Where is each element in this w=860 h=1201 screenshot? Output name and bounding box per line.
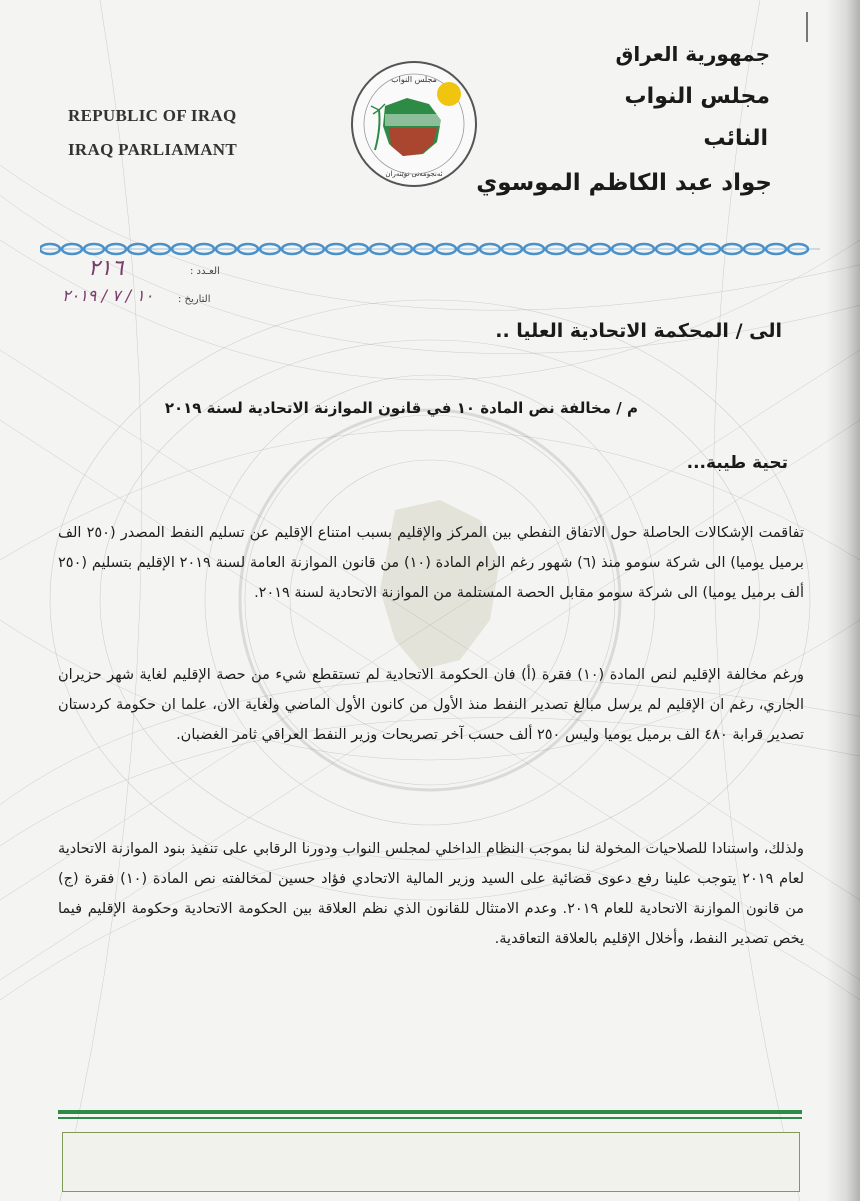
paragraph-2: ورغم مخالفة الإقليم لنص المادة (١٠) فقرة (أ) فان الحكومة الاتحادية لم تستقطع شيء من حصة الإقليم لغاية شهر حزيران الجاري، رغم ان الإقليم لم يرسل مبالغ تصدير النفط منذ الأول من كانون الأول الماضي ولغاية الان، علما ان حكومة كردستان تصدير قرابة ٤٨٠ الف برميل يوميا وليس ٢٥٠ ألف حسب آخر تصريحات وزير النفط العراقي ثامر الغضبان. xyxy=(58,667,804,743)
emblem-bottom-text: ئەنجومەنی نوێنەران xyxy=(385,170,443,178)
emblem-top-text: مجلس النواب xyxy=(391,75,437,84)
date-label: التاريخ : xyxy=(178,294,211,305)
chain-divider xyxy=(40,240,820,258)
greeting: تحية طيبة... xyxy=(686,453,788,473)
paragraph-3: ولذلك، واستنادا للصلاحيات المخولة لنا بموجب النظام الداخلي لمجلس النواب ودورنا الرقابي على تنفيذ بنود الموازنة الاتحادية لعام ٢٠١٩ يتوجب علينا رفع دعوى قضائية على السيد وزير المالية الاتحادي فؤاد حسين لمخالفته نص المادة (١٠) فقرة (ج) من قانون الموازنة الاتحادية للعام ٢٠١٩. وعدم الامتثال للقانون الذي نظم العلاقة بين الحكومة الاتحادية وحكومة الإقليم فيما يخص تصدير النفط، وأخلال الإقليم بالعلاقة التعاقدية. xyxy=(58,841,804,947)
footer-box xyxy=(62,1132,800,1192)
subject-line: م / مخالفة نص المادة ١٠ في قانون الموازنة الاتحادية لسنة ٢٠١٩ xyxy=(164,399,638,417)
parliament-emblem xyxy=(345,58,483,190)
header-arabic-line3: النائب xyxy=(703,126,768,151)
page-edge-mark xyxy=(806,12,808,42)
date-value: ١٠ / ٧ / ٢٠١٩ xyxy=(62,286,154,305)
page-shadow xyxy=(826,0,860,1201)
header-english-line2: IRAQ PARLIAMANT xyxy=(68,140,237,159)
footer-rule-1 xyxy=(58,1110,802,1114)
header-arabic-line1: جمهورية العراق xyxy=(615,42,770,66)
footer-rule-2 xyxy=(58,1117,802,1119)
header-arabic-line2: مجلس النواب xyxy=(624,84,770,109)
header-english-line1: REPUBLIC OF IRAQ xyxy=(68,106,237,125)
number-value: ٢١٦ xyxy=(88,256,124,281)
header-arabic-line4: جواد عبد الكاظم الموسوي xyxy=(476,170,772,196)
paragraph-1: تفاقمت الإشكالات الحاصلة حول الاتفاق النفطي بين المركز والإقليم بسبب امتناع الإقليم عن تسليم النفط المصدر (٢٥٠ الف برميل يوميا) الى شركة سومو منذ (٦) شهور رغم الزام المادة (١٠) من قانون الموازنة العامة لسنة ٢٠١٩ الإقليم بتسليم (٢٥٠ ألف برميل يوميا) الى شركة سومو مقابل الحصة المستلمة من الموازنة الاتحادية لسنة ٢٠١٩. xyxy=(58,525,804,601)
number-label: العـدد : xyxy=(190,266,220,277)
addressee: الى / المحكمة الاتحادية العليا .. xyxy=(495,320,782,342)
footer-rules xyxy=(58,1110,802,1122)
